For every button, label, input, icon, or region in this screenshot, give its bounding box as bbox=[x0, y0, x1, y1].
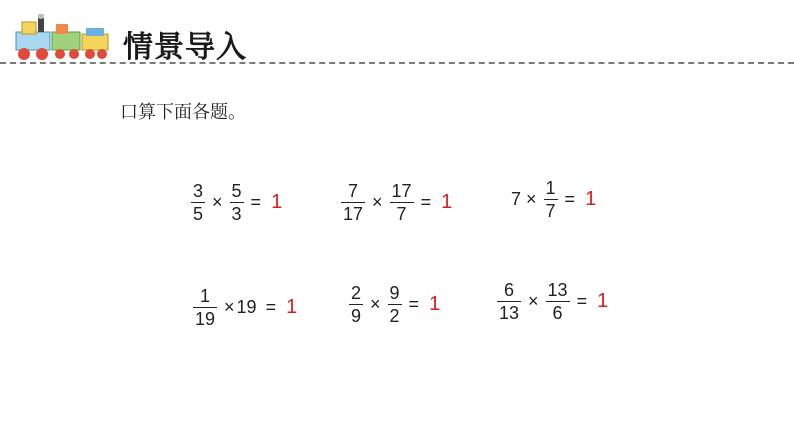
whole-number: 19 bbox=[236, 297, 257, 317]
answer: 1 bbox=[271, 191, 283, 213]
equals-sign: = bbox=[265, 297, 277, 317]
header bbox=[0, 0, 794, 70]
times-sign: × bbox=[224, 297, 235, 317]
times-sign: × bbox=[212, 192, 223, 212]
answer: 1 bbox=[429, 293, 441, 315]
fraction bbox=[193, 286, 217, 329]
fraction-bar bbox=[388, 304, 402, 305]
instruction-text: 口算下面各题。 bbox=[120, 102, 246, 123]
equals-sign: = bbox=[576, 291, 588, 311]
equals-sign: = bbox=[250, 192, 262, 212]
fraction bbox=[191, 181, 205, 224]
fraction-bar bbox=[546, 301, 570, 302]
problem-1 bbox=[188, 181, 282, 224]
equals-sign: = bbox=[408, 294, 420, 314]
times-sign: × bbox=[526, 189, 537, 209]
answer: 1 bbox=[597, 290, 609, 312]
fraction bbox=[544, 178, 558, 221]
fraction bbox=[390, 181, 414, 224]
numerator: 5 bbox=[231, 181, 242, 201]
numerator: 13 bbox=[547, 280, 568, 300]
fraction-bar bbox=[193, 307, 217, 308]
fraction-bar bbox=[544, 199, 558, 200]
numerator: 1 bbox=[545, 178, 556, 198]
denominator: 3 bbox=[231, 204, 242, 224]
problem-3 bbox=[510, 178, 596, 221]
denominator: 5 bbox=[193, 204, 204, 224]
denominator: 2 bbox=[389, 306, 400, 326]
fraction-bar bbox=[191, 202, 205, 203]
fraction-bar bbox=[390, 202, 414, 203]
numerator: 17 bbox=[391, 181, 412, 201]
page-title: 情景导入 bbox=[123, 30, 247, 65]
answer: 1 bbox=[286, 296, 298, 318]
denominator: 19 bbox=[195, 309, 216, 329]
problem-2 bbox=[338, 181, 452, 224]
problem-6 bbox=[494, 280, 608, 323]
fraction bbox=[230, 181, 244, 224]
times-sign: × bbox=[528, 291, 539, 311]
denominator: 9 bbox=[351, 306, 362, 326]
equals-sign: = bbox=[564, 189, 576, 209]
denominator: 7 bbox=[545, 201, 556, 221]
denominator: 6 bbox=[552, 303, 563, 323]
denominator: 7 bbox=[396, 204, 407, 224]
numerator: 1 bbox=[200, 286, 211, 306]
problem-5 bbox=[346, 283, 440, 326]
fraction bbox=[546, 280, 570, 323]
fraction-bar bbox=[349, 304, 363, 305]
numerator: 2 bbox=[351, 283, 362, 303]
numerator: 3 bbox=[193, 181, 204, 201]
equals-sign: = bbox=[420, 192, 432, 212]
times-sign: × bbox=[370, 294, 381, 314]
numerator: 7 bbox=[348, 181, 359, 201]
denominator: 13 bbox=[499, 303, 520, 323]
header-divider bbox=[0, 62, 794, 64]
whole-number: 7 bbox=[511, 189, 522, 209]
fraction bbox=[388, 283, 402, 326]
fraction bbox=[349, 283, 363, 326]
numerator: 6 bbox=[504, 280, 515, 300]
numerator: 9 bbox=[389, 283, 400, 303]
fraction-bar bbox=[341, 202, 365, 203]
denominator: 17 bbox=[343, 204, 364, 224]
toy-train-icon bbox=[8, 14, 116, 62]
fraction bbox=[341, 181, 365, 224]
problem-4 bbox=[190, 286, 297, 329]
fraction-bar bbox=[497, 301, 521, 302]
answer: 1 bbox=[441, 191, 453, 213]
fraction bbox=[497, 280, 521, 323]
times-sign: × bbox=[372, 192, 383, 212]
answer: 1 bbox=[585, 188, 597, 210]
fraction-bar bbox=[230, 202, 244, 203]
